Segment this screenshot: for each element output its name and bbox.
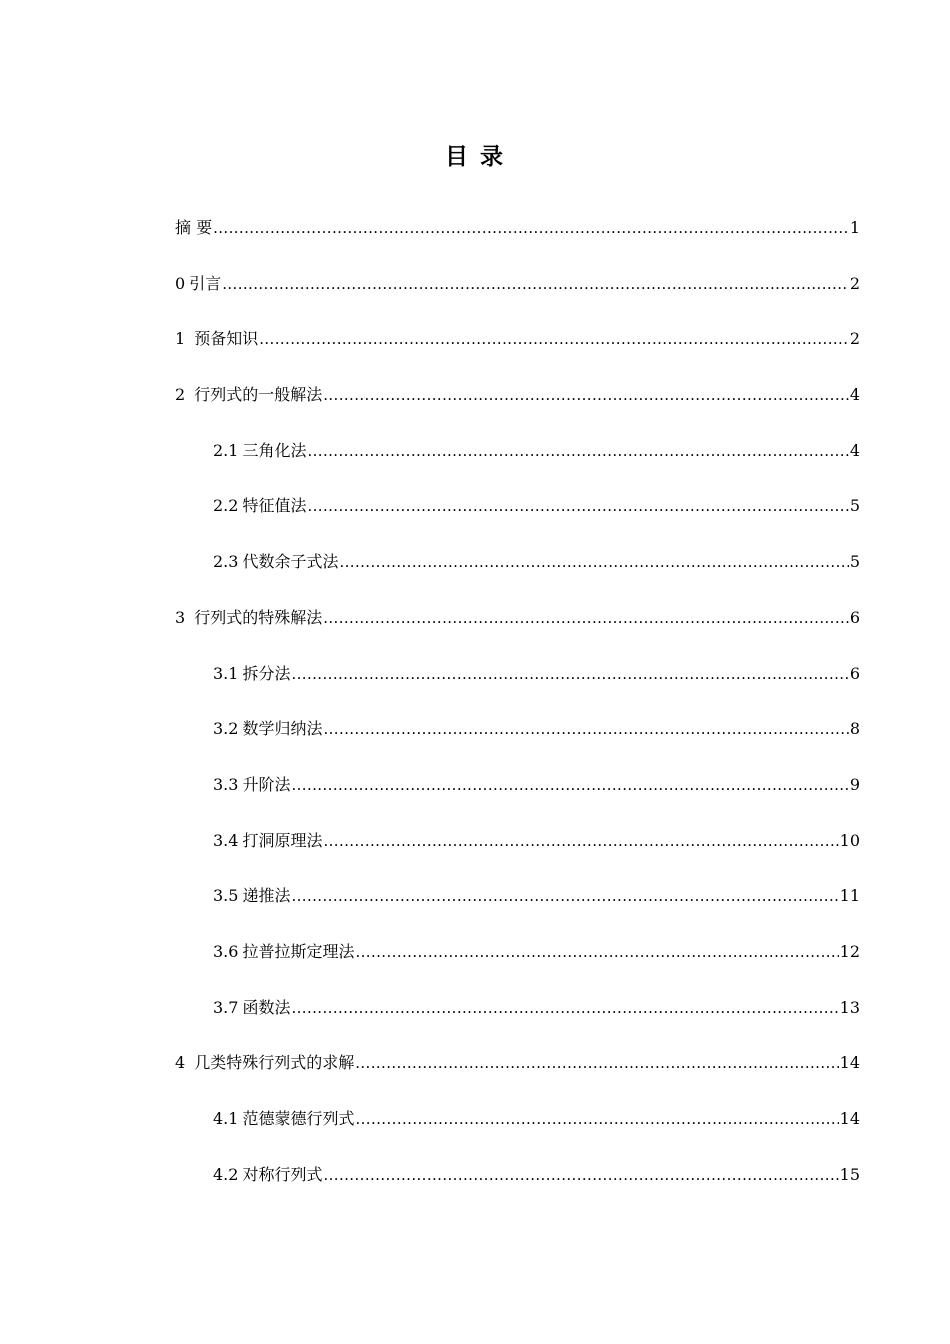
toc-entry-title: 引言 bbox=[189, 273, 222, 293]
toc-entry-section-4-2[interactable] bbox=[175, 1163, 860, 1219]
toc-entry-title: 行列式的特殊解法 bbox=[194, 607, 323, 627]
page-title: 目 录 bbox=[444, 143, 505, 170]
toc-leader-dots bbox=[323, 717, 848, 741]
toc-entry-number: 4 bbox=[175, 1053, 186, 1073]
toc-leader-dots bbox=[307, 494, 848, 518]
toc-entry-abstract[interactable] bbox=[175, 216, 860, 272]
toc-leader-dots bbox=[355, 1051, 838, 1075]
toc-entry-number: 4.1 bbox=[213, 1109, 239, 1128]
toc-entry-number: 3.4 bbox=[213, 830, 239, 850]
toc-entry-section-4[interactable] bbox=[175, 1051, 860, 1107]
toc-entry-page: 14 bbox=[839, 1109, 860, 1128]
toc-entry-number: 3.3 bbox=[213, 774, 239, 794]
toc-entry-preliminaries[interactable] bbox=[175, 327, 860, 383]
table-of-contents bbox=[175, 216, 860, 1218]
toc-leader-dots bbox=[291, 996, 838, 1020]
toc-leader-dots bbox=[259, 327, 849, 351]
toc-entry-number: 0 bbox=[175, 273, 186, 293]
toc-entry-title: 代数余子式法 bbox=[242, 552, 339, 572]
toc-entry-page: 2 bbox=[849, 273, 860, 293]
toc-entry-section-3-2[interactable] bbox=[175, 717, 860, 773]
toc-entry-number: 2.2 bbox=[213, 496, 239, 516]
toc-leader-dots bbox=[291, 662, 848, 686]
toc-entry-number: 2 bbox=[175, 385, 186, 405]
toc-entry-number: 2.1 bbox=[213, 440, 239, 460]
toc-entry-title: 范德蒙德行列式 bbox=[242, 1109, 355, 1128]
toc-entry-title: 升阶法 bbox=[242, 774, 291, 794]
toc-entry-title: 函数法 bbox=[242, 997, 291, 1017]
toc-entry-number: 3 bbox=[175, 607, 186, 627]
toc-entry-title: 数学归纳法 bbox=[242, 719, 323, 739]
toc-leader-dots bbox=[339, 550, 848, 574]
toc-entry-page: 9 bbox=[849, 774, 860, 794]
toc-entry-section-3-3[interactable] bbox=[175, 773, 860, 829]
toc-entry-section-3-6[interactable] bbox=[175, 940, 860, 996]
toc-entry-page: 10 bbox=[839, 830, 860, 850]
toc-leader-dots bbox=[222, 272, 849, 296]
toc-entry-number: 3.6 bbox=[213, 941, 239, 961]
toc-entry-section-2-3[interactable] bbox=[175, 550, 860, 606]
toc-entry-page: 15 bbox=[839, 1164, 860, 1184]
toc-entry-title: 行列式的一般解法 bbox=[194, 385, 323, 405]
toc-entry-number: 4.2 bbox=[213, 1164, 239, 1184]
toc-entry-title: 几类特殊行列式的求解 bbox=[194, 1053, 355, 1073]
toc-entry-section-4-1[interactable] bbox=[175, 1107, 860, 1163]
toc-entry-page: 2 bbox=[849, 329, 860, 349]
toc-entry-section-3-4[interactable] bbox=[175, 829, 860, 885]
toc-leader-dots bbox=[213, 216, 849, 240]
toc-leader-dots bbox=[291, 884, 838, 908]
toc-entry-number: 1 bbox=[175, 329, 186, 349]
toc-entry-section-2-1[interactable] bbox=[175, 439, 860, 495]
toc-entry-section-3-5[interactable] bbox=[175, 884, 860, 940]
toc-entry-number: 3.7 bbox=[213, 997, 239, 1017]
toc-leader-dots bbox=[307, 439, 848, 463]
toc-leader-dots bbox=[355, 940, 838, 964]
toc-entry-number: 2.3 bbox=[213, 552, 239, 572]
toc-leader-dots bbox=[323, 1163, 838, 1187]
toc-entry-title: 预备知识 bbox=[194, 329, 259, 349]
toc-entry-page: 14 bbox=[839, 1053, 860, 1073]
toc-leader-dots bbox=[323, 606, 849, 630]
toc-entry-section-2-2[interactable] bbox=[175, 494, 860, 550]
toc-entry-title: 拉普拉斯定理法 bbox=[242, 941, 355, 961]
toc-entry-number: 3.2 bbox=[213, 719, 239, 739]
toc-leader-dots bbox=[291, 773, 848, 797]
toc-leader-dots bbox=[323, 383, 849, 407]
toc-entry-page: 12 bbox=[839, 941, 860, 961]
toc-entry-page: 13 bbox=[839, 997, 860, 1017]
toc-entry-title: 打洞原理法 bbox=[242, 830, 323, 850]
toc-entry-introduction[interactable] bbox=[175, 272, 860, 328]
toc-leader-dots bbox=[323, 829, 838, 853]
toc-entry-page: 1 bbox=[849, 218, 860, 237]
toc-entry-section-3[interactable] bbox=[175, 606, 860, 662]
toc-entry-number: 3.1 bbox=[213, 663, 239, 683]
toc-entry-title: 特征值法 bbox=[242, 496, 307, 516]
toc-entry-title: 对称行列式 bbox=[242, 1164, 323, 1184]
toc-entry-page: 11 bbox=[839, 886, 860, 906]
toc-entry-title: 拆分法 bbox=[242, 663, 291, 683]
toc-leader-dots bbox=[355, 1107, 838, 1131]
toc-entry-section-3-1[interactable] bbox=[175, 662, 860, 718]
toc-entry-page: 4 bbox=[849, 385, 860, 405]
toc-entry-section-3-7[interactable] bbox=[175, 996, 860, 1052]
toc-entry-page: 5 bbox=[849, 552, 860, 572]
toc-entry-page: 6 bbox=[849, 607, 860, 627]
toc-entry-page: 4 bbox=[849, 440, 860, 460]
toc-entry-title: 摘 要 bbox=[175, 218, 213, 237]
toc-entry-page: 8 bbox=[849, 719, 860, 739]
toc-entry-title: 三角化法 bbox=[242, 440, 307, 460]
toc-entry-page: 5 bbox=[849, 496, 860, 516]
toc-entry-title: 递推法 bbox=[242, 886, 291, 906]
toc-entry-number: 3.5 bbox=[213, 886, 239, 906]
toc-entry-page: 6 bbox=[849, 663, 860, 683]
toc-entry-section-2[interactable] bbox=[175, 383, 860, 439]
